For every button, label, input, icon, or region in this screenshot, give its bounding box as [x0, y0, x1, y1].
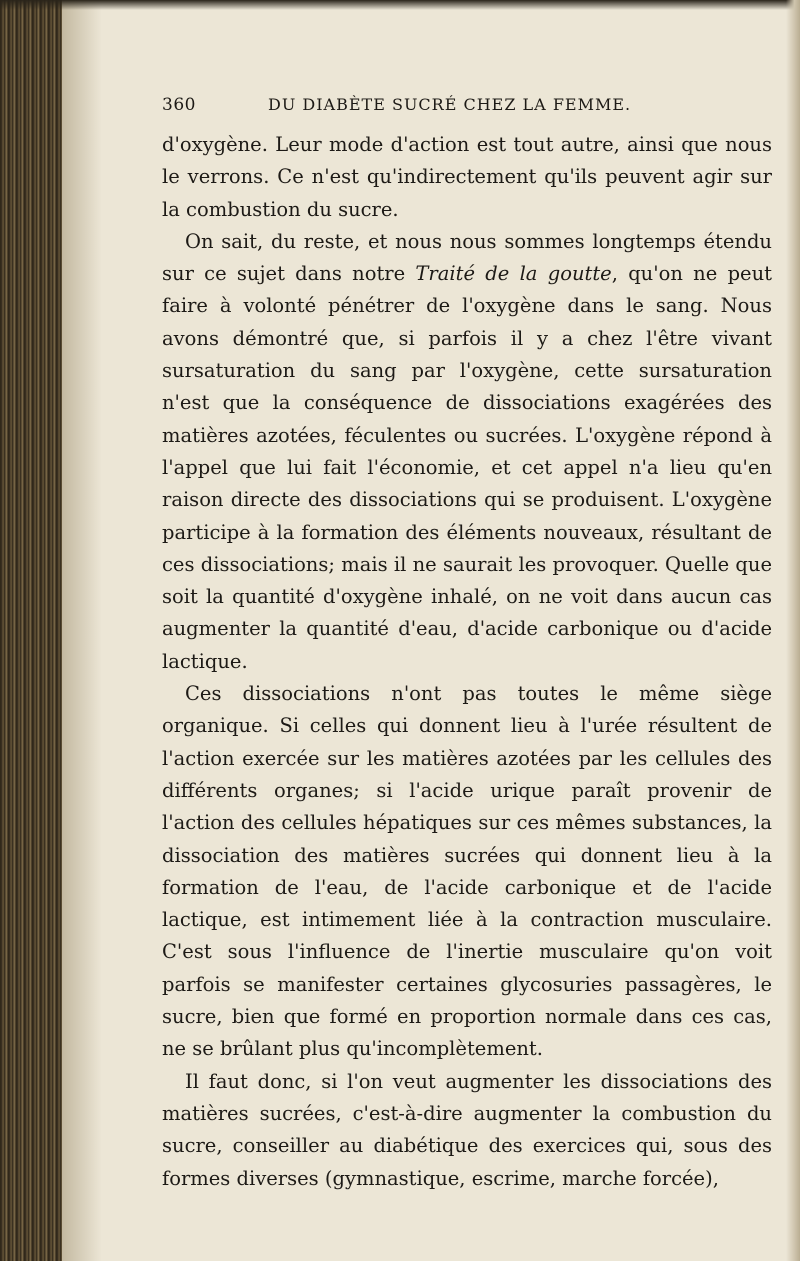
- page-gutter-shadow: [62, 0, 102, 1261]
- paragraph-1: d'oxygène. Leur mode d'action est tout autre, ainsi que nous le verrons. Ce n'est qu'indirectement qu'ils peuvent agir sur la combustion du sucre.: [162, 133, 772, 221]
- book-page: [162, 93, 772, 1195]
- running-title: DU DIABÈTE SUCRÉ CHEZ LA FEMME.: [268, 95, 632, 114]
- paragraph-2-end: , qu'on ne peut faire à volonté pénétrer de l'oxygène dans le sang. Nous avons démontré que, si parfois il y a chez l'être vivant sursaturation du sang par l'oxygène, cette sursaturation n'est que la conséquence de dissociations exagérées des matières azotées, féculentes ou sucrées. L'oxygène répond à l'appel que lui fait l'économie, et cet appel n'a lieu qu'en raison directe des dissociations qui se produisent. L'oxygène participe à la formation des éléments nouveaux, résultant de ces dissociations; mais il ne saurait les provoquer. Quelle que soit la quantité d'oxygène inhalé, on ne voit dans aucun cas augmenter la quantité d'eau, d'acide carbonique ou d'acide lactique.: [162, 262, 772, 673]
- paragraph-3: Ces dissociations n'ont pas toutes le même siège organique. Si celles qui donnent lieu à l'urée résultent de l'action exercée sur les matières azotées par les cellules des différents organes; si l'acide urique paraît provenir de l'action des cellules hépatiques sur ces mêmes substances, la dissociation des matières sucrées qui donnent lieu à la formation de l'eau, de l'acide carbonique et de l'acide lactique, est intimement liée à la contraction musculaire. C'est sous l'influence de l'inertie musculaire qu'on voit parfois se manifester certaines glycosuries passagères, le sucre, bien que formé en proportion normale dans ces cas, ne se brûlant plus qu'incomplètement.: [162, 682, 772, 1061]
- book-title-reference: Traité de la goutte: [415, 262, 612, 286]
- paragraph-2-start: On sait, du reste, et nous nous sommes longtemps étendu sur ce sujet dans notre: [162, 229, 772, 286]
- top-edge-shadow: [0, 0, 800, 10]
- page-number: 360: [162, 95, 196, 115]
- body-text: [162, 129, 772, 1195]
- running-head: [162, 93, 772, 123]
- paragraph-2: [162, 226, 772, 678]
- book-binding: [0, 0, 62, 1261]
- paragraph-4: Il faut donc, si l'on veut augmenter les dissociations des matières sucrées, c'est-à-dire augmenter la combustion du sucre, conseiller au diabétique des exercices qui, sous des formes diverses (gymnastique, escrime, marche forcée),: [162, 1069, 772, 1190]
- right-page-edge: [786, 0, 800, 1261]
